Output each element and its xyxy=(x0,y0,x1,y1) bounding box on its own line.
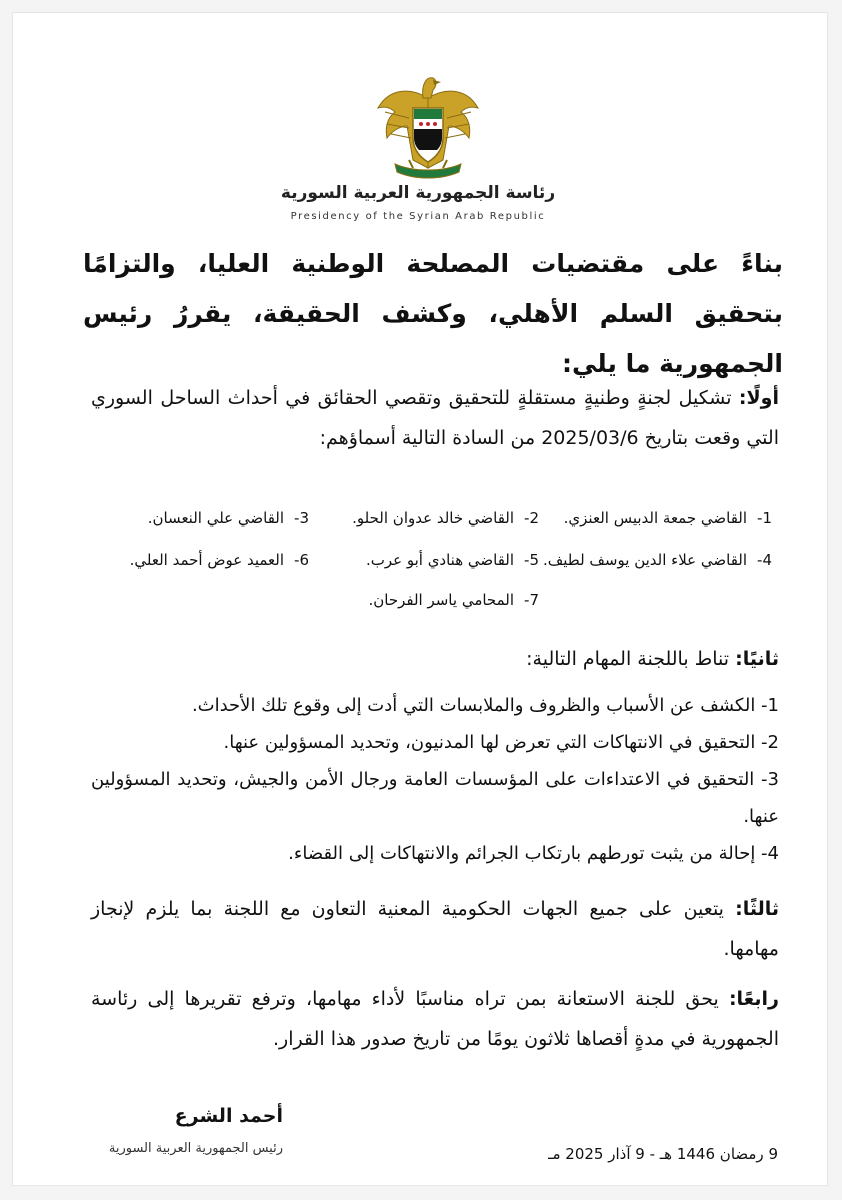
member-name: القاضي خالد عدوان الحلو. xyxy=(352,509,515,527)
member-item xyxy=(352,509,539,527)
member-item xyxy=(564,509,772,527)
task-item: 4- إحالة من يثبت تورطهم بارتكاب الجرائم والانتهاكات إلى القضاء. xyxy=(288,843,779,864)
article-fourth-label: رابعًا: xyxy=(728,988,779,1010)
signatory-title: رئيس الجمهورية العربية السورية xyxy=(108,1141,283,1156)
article-third-label: ثالثًا: xyxy=(735,898,779,920)
eagle-emblem-icon xyxy=(373,68,483,183)
article-fourth-text: يحق للجنة الاستعانة بمن تراه مناسبًا لأداء مهامها، وترفع تقريرها إلى رئاسة الجمهورية في مدةٍ أقصاها ثلاثون يومًا من تاريخ صدور هذا القرار. xyxy=(91,988,779,1050)
member-number: 2- xyxy=(524,509,539,527)
article-second-text: تناط باللجنة المهام التالية: xyxy=(526,648,730,670)
task-item: 2- التحقيق في الانتهاكات التي تعرض لها المدنيون، وتحديد المسؤولين عنها. xyxy=(223,732,779,753)
task-item: 1- الكشف عن الأسباب والظروف والملابسات التي أدت إلى وقوع تلك الأحداث. xyxy=(191,695,779,716)
document-page xyxy=(13,13,827,1185)
decree-heading: بناءً على مقتضيات المصلحة الوطنية العليا، والتزامًا بتحقيق السلم الأهلي، وكشف الحقيقة، يقررُ رئيس الجمهورية ما يلي: xyxy=(83,249,783,378)
member-name: القاضي علي النعسان. xyxy=(147,509,285,527)
decree-date: 9 رمضان 1446 هـ - 9 آذار 2025 مـ xyxy=(548,1145,778,1163)
member-item xyxy=(148,509,309,527)
member-number: 4- xyxy=(757,551,772,569)
member-number: 7- xyxy=(524,591,539,609)
article-fourth xyxy=(91,979,779,1059)
signatory-name: أحمد الشرع xyxy=(174,1105,283,1127)
member-item xyxy=(130,551,309,569)
article-first-text: تشكيل لجنةٍ وطنيةٍ مستقلةٍ للتحقيق وتقصي الحقائق في أحداث الساحل السوري التي وقعت بتاريخ 2025/03/6 من السادة التالية أسماؤهم: xyxy=(91,387,779,449)
member-number: 3- xyxy=(294,509,309,527)
member-name: القاضي جمعة الدبيس العنزي. xyxy=(563,509,748,527)
article-second-label: ثانيًا: xyxy=(735,648,779,670)
member-item xyxy=(543,551,772,569)
org-name-english: Presidency of the Syrian Arab Republic xyxy=(290,211,546,222)
member-name: القاضي علاء الدين يوسف لطيف. xyxy=(542,551,748,569)
task-item: 3- التحقيق في الاعتداءات على المؤسسات العامة ورجال الأمن والجيش، وتحديد المسؤولين عنها. xyxy=(91,769,779,827)
member-name: القاضي هنادي أبو عرب. xyxy=(365,551,515,569)
article-third xyxy=(91,889,779,969)
article-third-text: يتعين على جميع الجهات الحكومية المعنية التعاون مع اللجنة بما يلزم لإنجاز مهامها. xyxy=(91,898,779,960)
article-first-label: أولًا: xyxy=(738,387,779,409)
member-number: 1- xyxy=(757,509,772,527)
member-number: 5- xyxy=(524,551,539,569)
member-name: المحامي ياسر الفرحان. xyxy=(368,591,515,609)
member-item xyxy=(366,551,539,569)
article-first xyxy=(91,378,779,458)
article-second xyxy=(91,639,779,679)
member-item xyxy=(368,591,539,609)
member-name: العميد عوض أحمد العلي. xyxy=(129,551,285,569)
member-number: 6- xyxy=(294,551,309,569)
org-name-arabic: رئاسة الجمهورية العربية السورية xyxy=(280,183,556,203)
